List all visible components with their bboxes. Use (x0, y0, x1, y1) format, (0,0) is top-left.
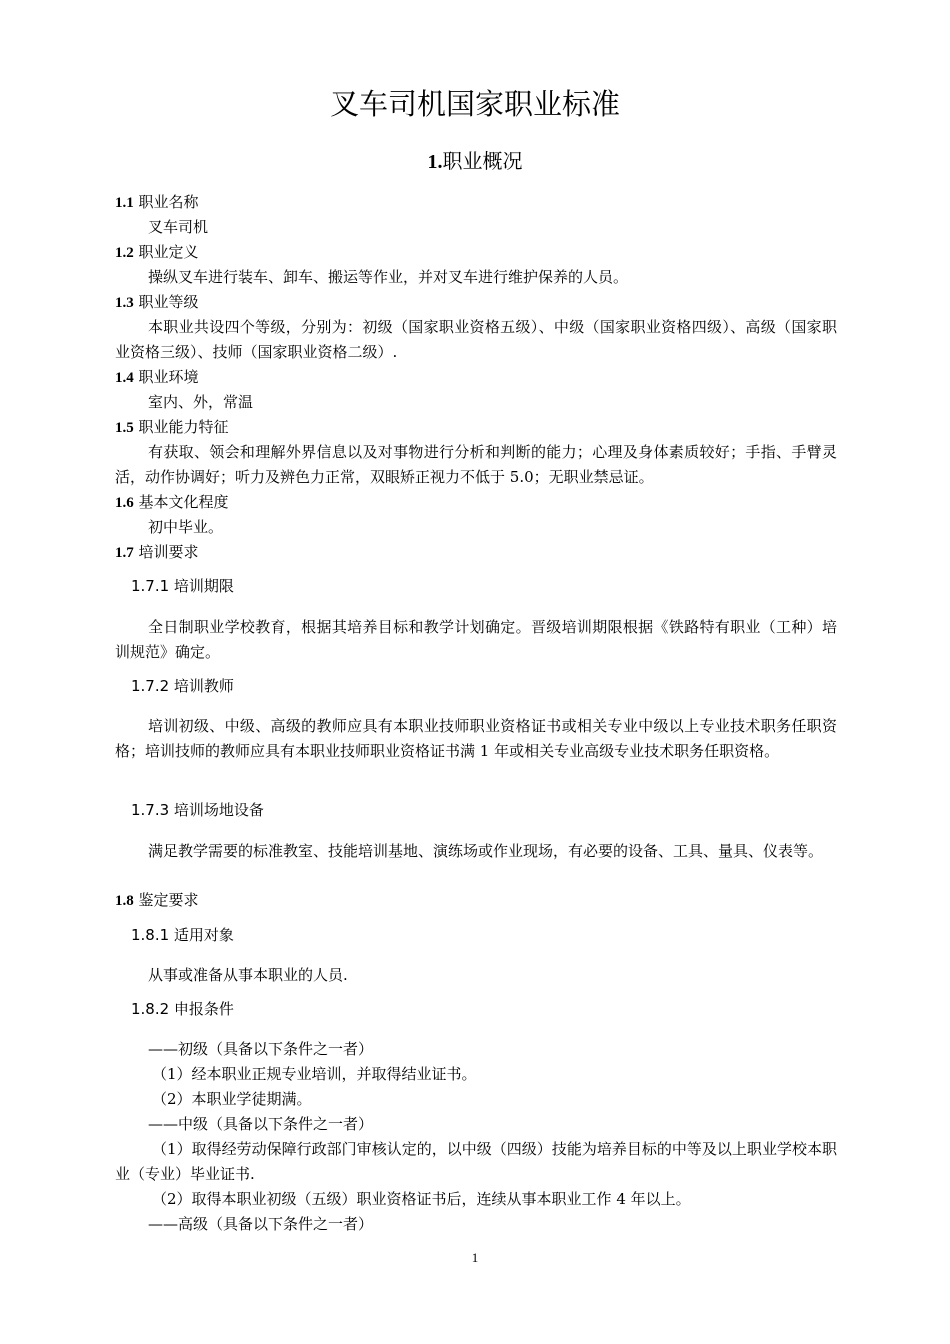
section-label: 职业等级 (138, 293, 199, 311)
section-1-8-1-text: 从事或准备从事本职业的人员. (148, 966, 348, 984)
section-1-8-heading (115, 888, 199, 914)
section-label: 职业定义 (138, 243, 199, 261)
document-body (115, 190, 837, 1240)
section-1-7-2-heading: 1.7.2 培训教师 (131, 677, 234, 695)
section-1-7-2-text: 培训初级、中级、高级的教师应具有本职业技师职业资格证书或相关专业中级以上专业技术职务任职资格；培训技师的教师应具有本职业技师职业资格证书满 1 年或相关专业高级专业技术职务任职资格。 (115, 717, 837, 760)
section-number: 1.8 (115, 893, 134, 909)
chapter-number: 1. (427, 151, 443, 173)
condition-junior-1: （1）经本职业正规专业培训，并取得结业证书。 (152, 1065, 477, 1083)
section-1-7-heading (115, 540, 199, 566)
section-1-4-heading (115, 365, 199, 391)
section-1-3-heading (115, 290, 199, 316)
section-1-6-heading (115, 490, 229, 516)
section-label: 鉴定要求 (138, 891, 199, 909)
section-1-7-1-heading: 1.7.1 培训期限 (131, 577, 234, 595)
section-1-5-heading (115, 415, 229, 441)
section-1-7-1-text: 全日制职业学校教育，根据其培养目标和教学计划确定。晋级培训期限根据《铁路特有职业（工种）培训规范》确定。 (115, 618, 837, 661)
chapter-heading (0, 145, 950, 178)
condition-junior-2: （2）本职业学徒期满。 (152, 1090, 312, 1108)
section-number: 1.5 (115, 420, 134, 436)
section-label: 职业环境 (138, 368, 199, 386)
section-1-2-text: 操纵叉车进行装车、卸车、搬运等作业，并对叉车进行维护保养的人员。 (148, 268, 629, 286)
section-number: 1.4 (115, 370, 134, 386)
page-number: 1 (471, 1250, 479, 1265)
chapter-title: 职业概况 (442, 149, 523, 173)
condition-junior-heading: ——初级（具备以下条件之一者） (148, 1040, 374, 1058)
section-1-7-3-heading: 1.7.3 培训场地设备 (131, 801, 264, 819)
section-1-6-text: 初中毕业。 (148, 518, 224, 536)
section-1-2-heading (115, 240, 199, 266)
section-number: 1.6 (115, 495, 134, 511)
section-number: 1.1 (115, 195, 134, 211)
section-1-7-3-text: 满足教学需要的标准教室、技能培训基地、演练场或作业现场，有必要的设备、工具、量具、仪表等。 (148, 842, 824, 860)
section-number: 1.2 (115, 245, 134, 261)
section-label: 培训要求 (138, 543, 199, 561)
section-number: 1.7 (115, 545, 134, 561)
section-label: 职业名称 (138, 193, 199, 211)
condition-mid-heading: ——中级（具备以下条件之一者） (148, 1115, 374, 1133)
condition-senior-heading: ——高级（具备以下条件之一者） (148, 1215, 374, 1233)
condition-mid-2: （2）取得本职业初级（五级）职业资格证书后，连续从事本职业工作 4 年以上。 (152, 1190, 691, 1208)
section-1-3-text: 本职业共设四个等级，分别为：初级（国家职业资格五级）、中级（国家职业资格四级）、高级（国家职业资格三级）、技师（国家职业资格二级）. (115, 318, 837, 361)
section-1-8-1-heading: 1.8.1 适用对象 (131, 926, 234, 944)
section-label: 职业能力特征 (138, 418, 229, 436)
condition-mid-1: （1）取得经劳动保障行政部门审核认定的，以中级（四级）技能为培养目标的中等及以上职业学校本职业（专业）毕业证书. (115, 1140, 837, 1183)
section-1-1-text: 叉车司机 (148, 218, 209, 236)
section-label: 基本文化程度 (138, 493, 229, 511)
section-1-4-text: 室内、外，常温 (148, 393, 254, 411)
section-1-5-text: 有获取、领会和理解外界信息以及对事物进行分析和判断的能力；心理及身体素质较好；手指、手臂灵活，动作协调好；听力及辨色力正常，双眼矫正视力不低于 5.0；无职业禁忌证。 (115, 443, 837, 486)
section-number: 1.3 (115, 295, 134, 311)
section-1-8-2-heading: 1.8.2 申报条件 (131, 1000, 234, 1018)
document-title: 叉车司机国家职业标准 (329, 87, 620, 121)
section-1-1-heading (115, 190, 199, 216)
